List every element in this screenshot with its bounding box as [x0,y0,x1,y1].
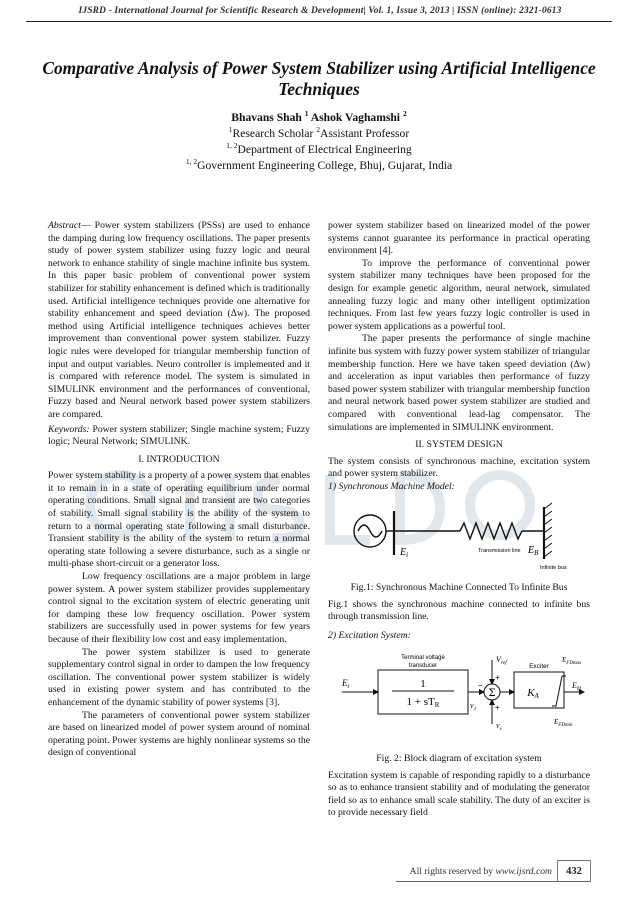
footer-site-link[interactable]: www.ijsrd.com [495,866,552,877]
page-number: 432 [557,860,591,882]
design-paragraph-2: Fig.1 shows the synchronous machine connected to infinite bus through transmission line. [328,598,590,623]
abstract-label: Abstract [48,220,81,231]
right-column [328,220,590,820]
ground-hatch-icon [544,503,552,557]
vs-label: $v_s$ [496,721,502,733]
figure-2 [328,646,590,751]
intro-paragraph-3: The power system stabilizer is used to generate supplementary control signal in order to dampen the low frequency oscillation. The conventional power system stabilizer is widely used in existing power system and has contributed to the enhancement of the dynamic stability of power systems [3]. [48,646,310,708]
footer-rights: All rights reserved by www.ijsrd.com [409,866,552,877]
svg-text:+: + [495,703,500,713]
intro-paragraph-6: To improve the performance of conventional power system stabilizer many techniques have been proposed for the design for example genetic algorithm, neural network, simulated annealing fuzzy logic and many other intelligent optimization techniques. From last few years fuzzy logic controller is used in power system applications as a powerful tool. [328,257,590,332]
author-roles: $^1$Research Scholar $^2$Assistant Professor [228,125,410,140]
section-system-design-heading: II. SYSTEM DESIGN [415,439,503,451]
et-label: $E_t$ [342,678,350,691]
figure-1 [328,497,590,580]
author-1: Bhavans Shah [231,111,302,124]
design-paragraph-3: Excitation system is capable of responding rapidly to a disturbance so as to enhance transient stability and of modulating the generator field so as to enhance small scale stability. The duty of an exciter is to provide necessary field [328,769,590,819]
synchronous-machine-diagram [328,497,590,575]
header-rule [26,21,612,22]
author-department: $^{1, 2}$Department of Electrical Engineering [226,141,412,156]
svg-text:Terminal voltage: Terminal voltage [401,655,445,662]
transmission-line-label: Transmission line [478,548,521,555]
left-column [48,220,310,760]
intro-paragraph-1: Power system stability is a property of a power system that enables it to remain in in a state of operating equilibrium under normal operating conditions. Small signal and transient are two categories of stability. Small signal stability is the ability of the system to return to a normal operating state following a small disturbance. Transient stability is the ability of the system to return a normal operating state following a severe disturbance, such as a single or multi-phase short-circuit or a generator loss. [48,470,310,570]
figure-1-caption: Fig.1: Synchronous Machine Connected To Infinite Bus [350,582,568,594]
sine-wave-icon [358,525,382,537]
ka-label: KA [527,687,539,701]
design-paragraph-1: The system consists of synchronous machine, excitation system and power system stabilizer. [328,455,590,480]
v1-label: $v_1$ [470,701,477,713]
excitation-block-diagram [328,646,590,746]
subsection-synchronous-machine: 1) Synchronous Machine Model: [328,480,455,492]
paper-title: Comparative Analysis of Power System Stabilizer using Artificial Intelligence Techniques [42,58,596,99]
svg-text:1: 1 [420,678,426,691]
abstract: Abstract— Power system stabilizers (PSSs) are used to enhance the damping during low frequency oscillations. The paper presents study of power system stabilizer using fuzzy logic and neural network to enhance stability of single machine infinite bus system. In this paper basic problem of conventional power system stabilizer for stability enhancement is defined which is traditionally used. Artificial intelligence techniques provide one alternative for stability enhancement and speed deviation (Δw). The proposed method using Artificial intelligence techniques achieves better improvement than conventional power system stabilizer. Fuzzy logic rules were developed for triangular membership function of input and output variables. Neuro controller is implemented and it is compared with reference model. The system is simulated in SIMULINK environment and the performances of conventional, Fuzzy based and Neural network based power system stabilizers are compared. [48,220,310,420]
author-college: $^{1, 2}$Government Engineering College, Bhuj, Gujarat, India [185,157,453,172]
intro-paragraph-7: The paper presents the performance of single machine infinite bus system with fuzzy power system stabilizer of triangular membership function. Here we have taken speed deviation (Δw) and acceleration as input variables then performance of fuzzy based power system stabilizer with triangular membership function and neural network based power system stabilizer are studied and compared with conventional lead-lag compensator. The simulations are implemented in SIMULINK environment. [328,333,590,433]
intro-paragraph-2: Low frequency oscillations are a major problem in large power system. A power system stabilizer provides supplementary control signal to the excitation system of electric generating unit for damping these low frequency oscillation. Power system stabilizers are successfully used in power systems for few years because of their flexibility low cost and easy implementation. [48,571,310,645]
vref-label: $V_{ref}$ [496,655,507,667]
transfer-function-denominator: 1 + sTR [406,696,440,710]
journal-header: IJSRD - International Journal for Scientific Research & Development| Vol. 1, Issue 3, 2013 | ISSN (online): 2321-0613 [78,6,562,16]
svg-text:Exciter: Exciter [529,663,549,671]
eb-label: $E_B$ [528,545,539,558]
svg-text:transducer: transducer [408,663,438,670]
figure-2-caption: Fig. 2: Block diagram of excitation system [376,753,542,765]
svg-text:Σ: Σ [488,688,496,700]
intro-paragraph-4: The parameters of conventional power system stabilizer are based on linearized model of power system around of nominal operating point. Power systems are highly nonlinear systems so the design of conventional [48,709,310,759]
author-block [40,110,598,174]
infinite-bus-label: Infinite bus [540,565,567,572]
efd-label: $E_{fd}$ [572,681,582,693]
author-2: Ashok Vaghamshi [310,111,401,124]
author-names: Bhavans Shah $^1$ Ashok Vaghamshi $^2$ [231,109,407,124]
section-introduction-heading: I. INTRODUCTION [138,453,220,465]
intro-paragraph-5: power system stabilizer based on linearized model of the power systems cannot guarantee its performance in practical operating environment [4]. [328,220,590,257]
keywords: Keywords: Power system stabilizer; Single machine system; Fuzzy logic; Neural Network; SIMULINK. [48,423,310,448]
efdmin-label: $E_{FDmin}$ [554,718,573,729]
line-inductance-icon [460,523,522,539]
efdmax-label: $E_{FDmax}$ [562,656,582,667]
svg-text:−: − [478,681,483,691]
subsection-excitation-system: 2) Excitation System: [328,629,411,641]
ei-label: $E_i$ [400,547,409,560]
svg-text:+: + [495,673,500,683]
